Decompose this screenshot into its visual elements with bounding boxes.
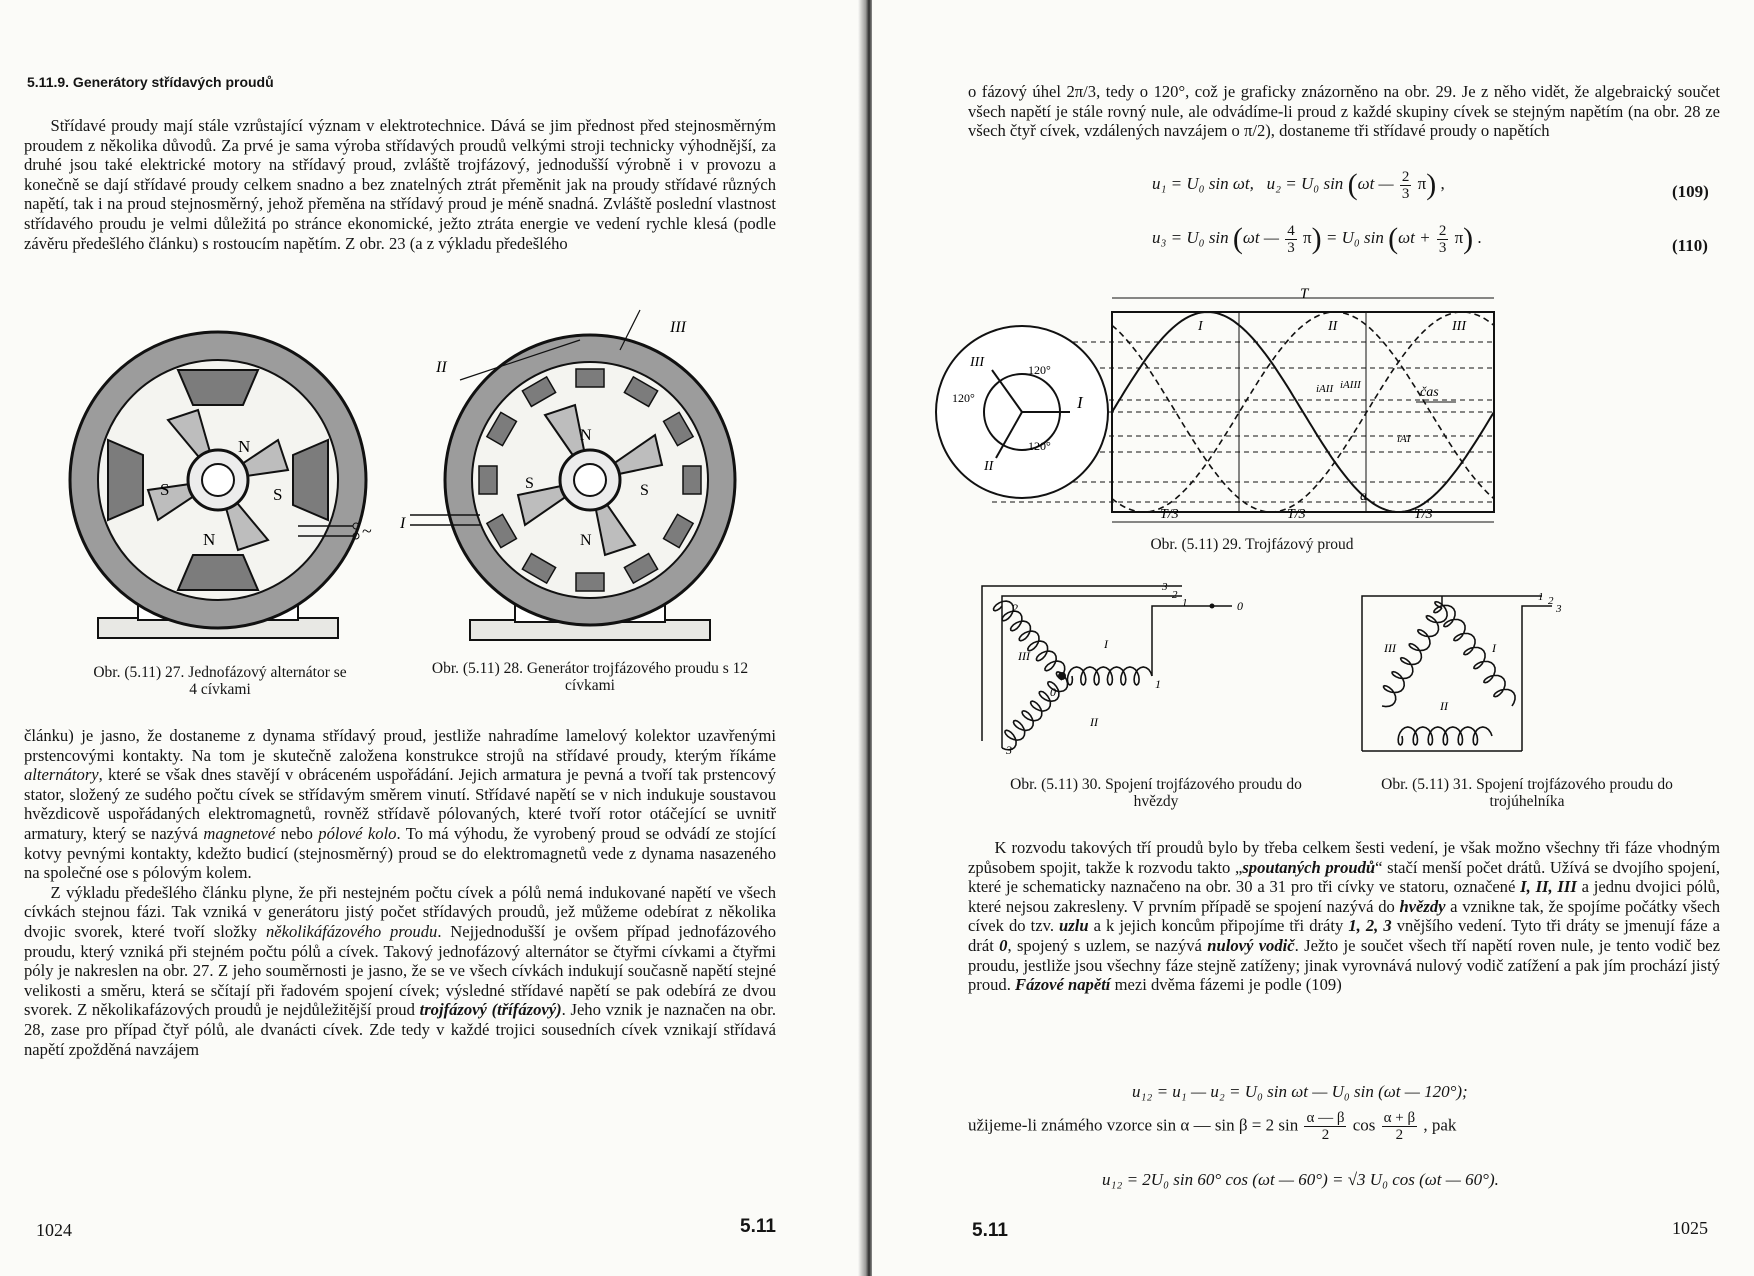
stator-coil <box>683 466 701 494</box>
figure-31-caption: Obr. (5.11) 31. Spojení trojfázového proudu do trojúhelníka <box>1381 776 1673 810</box>
current-label-aiii: iAIII <box>1340 379 1361 391</box>
coil-label-i: I <box>1104 637 1108 651</box>
phasor-label-iii: III <box>970 355 984 370</box>
right-paragraph-2 <box>968 838 1720 995</box>
angle-label-top: 120° <box>1028 363 1051 377</box>
third-period-3: T/3 <box>1414 507 1433 522</box>
figure-27-alternator <box>48 330 388 660</box>
equation-109-number: (109) <box>1672 182 1709 201</box>
delta-wire-label-2: 2 <box>1548 595 1554 607</box>
angle-label-bottom: 120° <box>1028 439 1051 453</box>
equation-110-number: (110) <box>1672 236 1708 255</box>
figure-28-caption: Obr. (5.11) 28. Generátor trojfázového proudu s 12 cívkami <box>431 660 749 694</box>
delta-coil-i <box>1434 605 1515 706</box>
coil-label-iii: III <box>1018 649 1030 663</box>
figure-30-caption: Obr. (5.11) 30. Spojení trojfázového proudu do hvězdy <box>1010 776 1302 810</box>
paragraph-text: článku) je jasno, že dostaneme z dynama střídavý proud, jestliže nahradíme lamelový kolektor uzavřenými prstencovými kontakty. Na tom je skutečně založena konstrukce strojů na střídavé proudy, kterým říkáme alternátory, které se však dnes stavějí v obráceném uspořádání. Jejich armatura je pevná a tvoří tak prstencový stator, složený ze sudého počtu cívek se střídavým směrem vinutí. Střídavé napětí se v nich indukuje soustavou hvězdicově uspořádaných elektromagnetů, rovněž střídavě pólovaných, které tvoří rotor otáčející se uvnitř armatury, který se nazývá magnetové nebo pólové kolo. To má výhodu, že vyrobený proud se odvádí ze stojící kotvy pevnými kontakty, kdežto budicí (stejnosměrný) proud se do elektromagnetů vede z dynama nasazeného na společné ose s pólovým kolem. <box>24 726 776 883</box>
coil-i <box>1067 667 1152 685</box>
fig28-phase-3: III <box>670 319 686 336</box>
coil-end-label-2: 2 <box>1012 601 1018 615</box>
equation-u12: u₁₂ = u₁ — u₂ = U₀ sin ωt — U₀ sin (ωt — 120°); <box>1132 1082 1468 1101</box>
delta-wire-label-1: 1 <box>1538 591 1544 603</box>
pole-s-label: S <box>273 485 283 504</box>
wave-label-iii: III <box>1452 319 1466 334</box>
equation-110: u₃ = U₀ sin (ωt — $\frac{4}{3}$ π) = U₀ sin (ωt + $\frac{2}{3}$ π) . <box>1152 222 1482 256</box>
angle-label-left: 120° <box>952 391 975 405</box>
figure-30-star-connection <box>962 576 1252 766</box>
wave-label-i: I <box>1198 319 1203 334</box>
equation-109: u₁ = U₀ sin ωt, u₂ = U₀ sin (ωt — $\frac{2}{3}$ π) , <box>1152 168 1445 202</box>
coil-iii <box>994 601 1065 676</box>
current-label-aii: iAII <box>1316 383 1334 395</box>
section-heading: 5.11.9. Generátory střídavých proudů <box>27 74 274 90</box>
left-page <box>0 0 866 1276</box>
wire-label-1: 1 <box>1182 597 1188 609</box>
current-label-ai: iAI <box>1397 433 1411 445</box>
fig28-phase-2: II <box>436 359 447 376</box>
fig28-phase-1: I <box>400 515 406 532</box>
delta-coil-label-iii: III <box>1384 641 1396 655</box>
pole-s-label-2: S <box>160 480 170 499</box>
wire-label-2: 2 <box>1172 589 1178 601</box>
right-page <box>872 0 1754 1276</box>
coil-end-label-3: 3 <box>1006 743 1012 757</box>
fig28-pole-s: S <box>640 482 649 499</box>
delta-wire-label-3: 3 <box>1556 603 1562 615</box>
third-period-1: T/3 <box>1160 507 1179 522</box>
wire-label-0: 0 <box>1237 599 1243 613</box>
pole-n-label-2: N <box>203 530 216 549</box>
node-label-0: 0 <box>1050 685 1056 699</box>
fig28-pole-n-2: N <box>580 532 592 549</box>
figure-28-three-phase-generator <box>400 319 760 660</box>
page-number-left: 1024 <box>36 1220 72 1240</box>
pole-n-label: N <box>238 437 251 456</box>
stator-coil <box>576 573 604 591</box>
fig28-pole-n: N <box>580 427 592 444</box>
figure-29-three-phase-waves <box>932 286 1502 530</box>
figure-27-caption: Obr. (5.11) 27. Jednofázový alternátor se 4 cívkami <box>93 664 347 698</box>
right-paragraph-1 <box>968 82 1720 141</box>
paragraph-text-3: Z výkladu předešlého článku plyne, že při nestejném počtu cívek a pólů nemá indukované napětí ve všech cívkách stejnou fázi. Tak vzniká v generátoru jistý počet střídavých proudů, jež můžeme odebírat z několika dvojic svorek, které tvoří složky několikáfázového proudu. Nejjednodušší je ovšem případ jednofázového proudu, který vzniká při stejném počtu pólů a cívek. Takový jednofázový alternátor se čtyřmi cívkami a čtyřmi póly je nakreslen na obr. 27. Z jeho souměrnosti je jasno, že se ve všech cívkách indukují současně napětí stejné velikosti a směru, která se sčítají při řadovém spojení cívek; výsledné střídavé napětí se pak odebírá ze dvou svorek. Z několikafázových proudů je nejdůležitější proud trojfázový (třífázový). Jeho vznik je naznačen na obr. 28, zase pro případ čtyř pólů, ale dvanácti cívek. Zde tedy v každé trojici sousedních cívek vznikají střídavá napětí zpožděná navzájem <box>24 882 777 1059</box>
figure-29-caption: Obr. (5.11) 29. Trojfázový proud <box>1150 536 1354 553</box>
figure-31-delta-connection <box>1342 586 1582 766</box>
period-label: T <box>1300 286 1309 302</box>
paragraph-text: K rozvodu takových tří proudů bylo by třeba celkem šesti vedení, je však možno všechny tři fáze vhodným způsobem spojit, takže k rozvodu takto „spoutaných proudů“ stačí menší počet drátů. Užívá se dvojího spojení, které je schematicky naznačeno na obr. 30 a 31 pro tři cívky ve statoru, označené I, II, III a jednu dvojici pólů, které nejsou zakresleny. V prvním případě se spojení nazývá do hvězdy a vznikne tak, že spojíme počátky všech cívek do tzv. uzlu a k jejich koncům připojíme tři dráty 1, 2, 3 vnějšího vedení. Tyto tři dráty se jmenují fáze a drát 0, spojený s uzlem, se nazývá nulový vodič. Ježto je součet všech tří napětí roven nule, je tento vodič bez proudu, jestliže jsou všechny fáze stejně zatíženy; jinak vyrovnává nulový vodič zatížení a pak jím prochází jistý proud. Fázové napětí mezi dvěma fázemi je podle (109) <box>968 838 1720 995</box>
point-label-a: a <box>1360 489 1367 504</box>
equation-final: u₁₂ = 2U₀ sin 60° cos (ωt — 60°) = √3 U₀ cos (ωt — 60°). <box>1102 1170 1499 1189</box>
fig28-pole-s-2: S <box>525 475 534 492</box>
time-label: čas <box>1420 385 1439 400</box>
page-number-right: 1025 <box>1672 1218 1708 1238</box>
coil-end-label-1: 1 <box>1155 677 1161 691</box>
delta-coil-ii <box>1398 727 1492 745</box>
paragraph-text: o fázový úhel 2π/3, tedy o 120°, což je graficky znázorněno na obr. 29. Je z něho vidět, že algebraický součet všech napětí je stále rovný nule, ale odvádíme-li proud z každé skupiny cívek se stejným napětím (na obr. 28 ze všech čtyř cívek, vzdálených navzájem o π/2), dostaneme tři střídavé proudy o napětích <box>968 82 1720 141</box>
phasor-label-i: I <box>1077 393 1083 412</box>
wave-label-ii: II <box>1328 319 1338 334</box>
coil-label-ii: II <box>1090 715 1098 729</box>
delta-coil-label-i: I <box>1492 641 1496 655</box>
third-period-2: T/3 <box>1287 507 1306 522</box>
section-mark-right: 5.11 <box>972 1220 1008 1241</box>
left-paragraph-1 <box>24 116 776 253</box>
stator-coil <box>479 466 497 494</box>
wire-label-3: 3 <box>1162 581 1168 593</box>
stator-coil <box>576 369 604 387</box>
left-paragraph-2 <box>24 726 776 1059</box>
delta-coil-label-ii: II <box>1440 699 1448 713</box>
phasor-label-ii: II <box>984 459 994 474</box>
formula-line: užijeme-li známého vzorce sin α — sin β = 2 sin $\frac{\alpha — \beta}{2}$ cos $\frac{\alpha + \beta}{2}$ , pak <box>968 1110 1457 1143</box>
paragraph-text: Střídavé proudy mají stále vzrůstající význam v elektrotechnice. Dává se jim přednost před stejnosměrným proudem z několika důvodů. Za prvé je sama výroba střídavých proudů velkými stroji technicky výhodnější, za druhé jsou také elektrické motory na střídavý proud, zvláště trojfázový, jednodušší výrobně i v provozu a konečně se dají střídavé proudy celkem snadno a bez znatelných ztrát přeměnit jak na proudy střídavé různých napětí, tak i na proud stejnosměrný, jehož přeměna na střídavý proud je méně snadná. Zvláště poslední vlastnost střídavého proudu je velmi důležitá po stránce ekonomické, ježto ztráta energie ve vedení rychle klesá (podle závěru předešlého článku) s rostoucím napětím. Z obr. 23 (a z výkladu předešlého <box>24 116 776 253</box>
coil-ii <box>1002 672 1068 750</box>
section-mark-left: 5.11 <box>740 1216 776 1237</box>
tilde-label: ~ <box>362 521 372 541</box>
